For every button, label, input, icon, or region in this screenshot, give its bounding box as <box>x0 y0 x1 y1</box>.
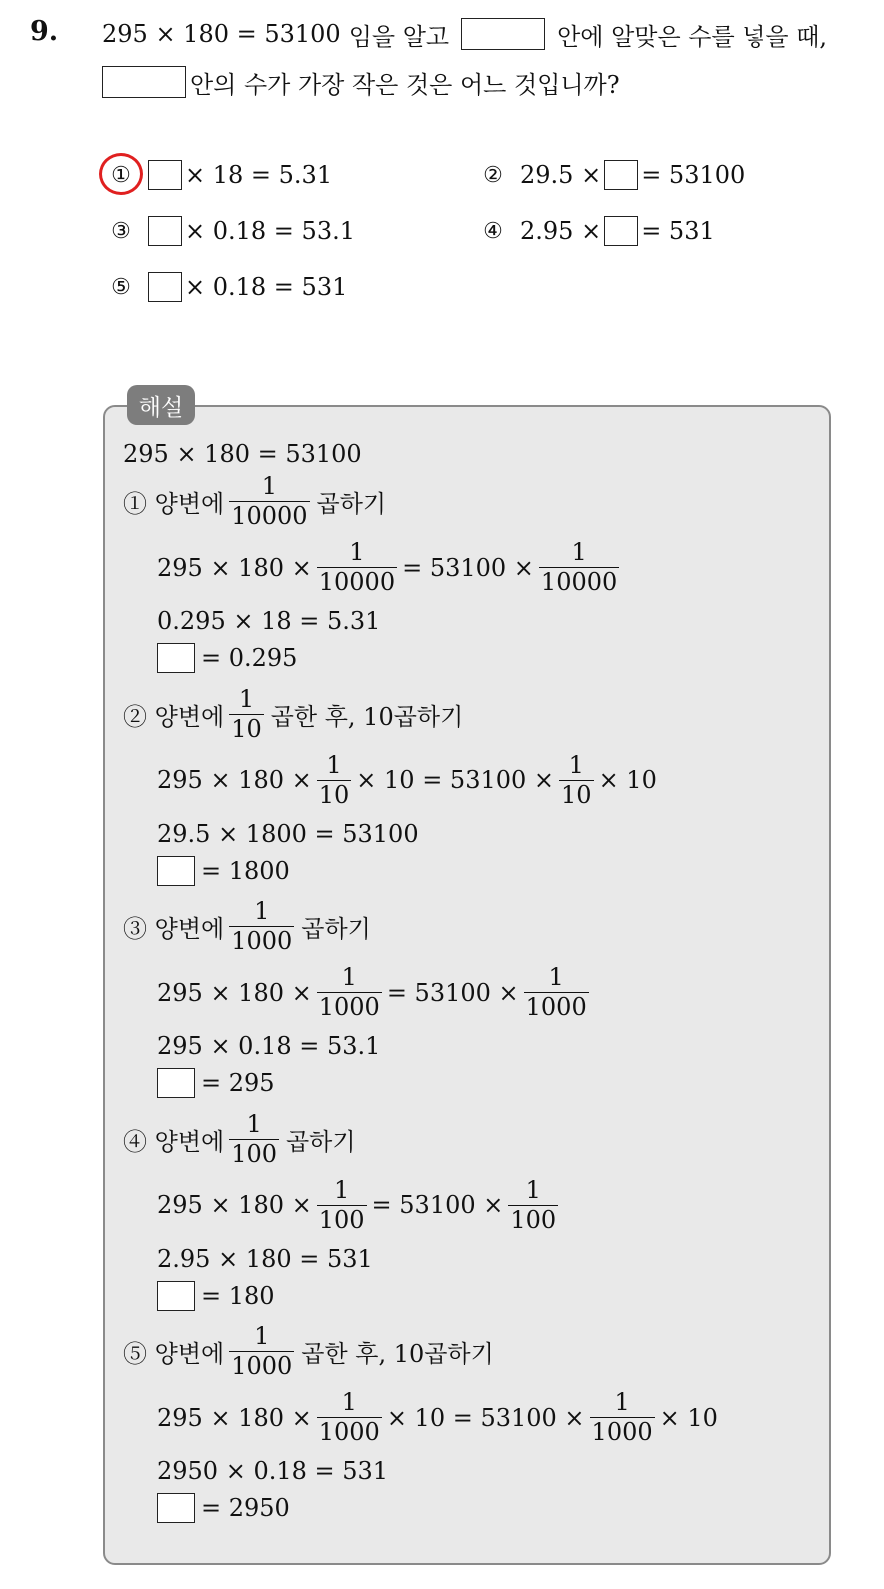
fraction-numerator: 1 <box>341 1388 357 1416</box>
answer-blank-box <box>148 160 182 190</box>
fraction <box>317 540 397 595</box>
choice-text: × 0.18 = 53.1 <box>185 217 355 245</box>
step-answer <box>157 1491 290 1525</box>
fraction <box>317 1175 367 1234</box>
step-equation <box>157 965 594 1020</box>
step-answer-value: = 0.295 <box>201 644 298 672</box>
answer-blank-box <box>148 216 182 246</box>
step-answer <box>157 641 297 675</box>
fraction-numerator: 1 <box>254 897 270 925</box>
step-answer <box>157 1279 275 1313</box>
answer-blank-box <box>148 272 182 302</box>
fraction <box>317 750 352 809</box>
step-heading-label: ⑤ 양변에 <box>123 1340 225 1369</box>
fraction-denominator: 1000 <box>525 993 587 1022</box>
choice-text: × 0.18 = 531 <box>185 273 348 301</box>
fraction-denominator: 10000 <box>540 568 618 597</box>
fraction-numerator: 1 <box>548 963 564 991</box>
choice-text-pre: 2.95 × <box>520 217 602 245</box>
fraction <box>524 965 589 1020</box>
choice-text: = 53100 <box>641 161 746 189</box>
step-answer <box>157 1066 275 1100</box>
fraction <box>229 899 294 954</box>
fraction-numerator: 1 <box>238 684 255 713</box>
equation-part: × 10 <box>659 1403 718 1432</box>
step-heading-suffix: 곱한 후, 10곱하기 <box>270 702 464 731</box>
choice-text-pre: 29.5 × <box>520 161 602 189</box>
question-text-end: 안에 알맞은 수를 넣을 때, <box>557 22 828 51</box>
step-heading-label: ① 양변에 <box>123 490 225 519</box>
fraction <box>229 1109 279 1168</box>
question-expression: 295 × 180 = 53100 <box>102 20 341 48</box>
step-equation <box>157 1390 718 1445</box>
fraction-denominator: 10 <box>561 780 592 809</box>
answer-blank-box <box>157 643 195 673</box>
step-heading-suffix: 곱한 후, 10곱하기 <box>301 1340 494 1369</box>
choice-3[interactable] <box>106 214 355 248</box>
step-answer-value: = 180 <box>201 1281 275 1310</box>
fraction-denominator: 1000 <box>318 993 380 1022</box>
fraction-numerator: 1 <box>614 1388 630 1416</box>
fraction-numerator: 1 <box>334 1175 350 1204</box>
step-answer-value: = 1800 <box>201 856 290 885</box>
equation-part: × 10 = 53100 × <box>386 1403 585 1432</box>
fraction-denominator: 10000 <box>231 502 308 531</box>
choice-5[interactable] <box>106 270 347 304</box>
fraction-numerator: 1 <box>349 538 365 566</box>
answer-blank-box <box>102 66 186 98</box>
question-number: 9. <box>30 16 59 47</box>
equation-part: × 10 = 53100 × <box>356 766 555 795</box>
fraction-numerator: 1 <box>246 1109 262 1138</box>
step-heading-label: ③ 양변에 <box>123 915 225 944</box>
choice-mark: ③ <box>111 218 131 244</box>
choice-mark: ④ <box>483 218 503 244</box>
fraction <box>229 684 264 743</box>
fraction-numerator: 1 <box>525 1175 541 1204</box>
step-heading-label: ② 양변에 <box>123 702 225 731</box>
choice-2[interactable] <box>478 158 745 192</box>
step-heading <box>123 684 464 743</box>
answer-blank-box <box>604 160 638 190</box>
step-heading <box>123 1324 494 1379</box>
choice-mark: ① <box>111 162 131 188</box>
fraction <box>317 965 382 1020</box>
fraction-denominator: 10 <box>318 780 350 809</box>
fraction <box>229 474 309 529</box>
answer-blank-box <box>604 216 638 246</box>
step-answer-value: = 2950 <box>201 1494 290 1522</box>
answer-blank-box <box>461 18 545 50</box>
fraction-denominator: 10000 <box>318 568 396 597</box>
step-heading <box>123 1109 356 1168</box>
fraction <box>559 750 594 809</box>
answer-blank-box <box>157 1068 195 1098</box>
choice-4[interactable] <box>478 214 715 248</box>
fraction <box>590 1390 655 1445</box>
fraction-denominator: 1000 <box>591 1418 653 1447</box>
equation-part: 295 × 180 × <box>157 978 312 1007</box>
fraction-denominator: 1000 <box>231 1352 293 1381</box>
step-heading <box>123 474 386 529</box>
fraction <box>508 1175 558 1234</box>
fraction-denominator: 10 <box>231 714 262 743</box>
fraction-numerator: 1 <box>254 1322 270 1350</box>
question-line-2 <box>102 64 620 100</box>
fraction-denominator: 1000 <box>231 927 293 956</box>
fraction-numerator: 1 <box>326 750 342 779</box>
answer-blank-box <box>157 856 195 886</box>
step-result: 0.295 × 18 = 5.31 <box>157 607 381 635</box>
step-heading-suffix: 곱하기 <box>286 1127 356 1156</box>
fraction-denominator: 100 <box>318 1205 365 1234</box>
equation-part: × 10 <box>598 766 657 795</box>
choice-1[interactable] <box>106 158 332 192</box>
step-result: 29.5 × 1800 = 53100 <box>157 819 419 848</box>
fraction <box>317 1390 382 1445</box>
step-result: 295 × 0.18 = 53.1 <box>157 1032 381 1060</box>
equation-part: = 53100 × <box>386 978 519 1007</box>
fraction <box>539 540 619 595</box>
step-heading-suffix: 곱하기 <box>301 915 371 944</box>
fraction-denominator: 100 <box>231 1139 277 1168</box>
step-heading <box>123 899 371 954</box>
choice-mark: ⑤ <box>111 274 131 300</box>
question-line-1 <box>102 16 827 52</box>
fraction-denominator: 100 <box>510 1205 557 1234</box>
step-result: 2950 × 0.18 = 531 <box>157 1457 389 1485</box>
step-equation <box>157 750 657 809</box>
equation-part: 295 × 180 × <box>157 1403 312 1432</box>
question-text-mid: 임을 알고 <box>348 22 450 51</box>
step-heading-label: ④ 양변에 <box>123 1127 225 1156</box>
solution-base-equation: 295 × 180 = 53100 <box>123 440 362 468</box>
question-text-line2: 안의 수가 가장 작은 것은 어느 것입니까? <box>190 70 620 99</box>
equation-part: 295 × 180 × <box>157 766 312 795</box>
solution-tag: 해설 <box>127 385 195 425</box>
step-equation <box>157 540 624 595</box>
fraction-numerator: 1 <box>568 750 584 779</box>
step-equation <box>157 1175 563 1234</box>
step-answer <box>157 854 290 888</box>
answer-blank-box <box>157 1493 195 1523</box>
answer-blank-box <box>157 1281 195 1311</box>
equation-part: 295 × 180 × <box>157 1191 312 1220</box>
equation-part: 295 × 180 × <box>157 553 312 582</box>
fraction-numerator: 1 <box>261 472 277 500</box>
choice-text: = 531 <box>641 217 715 245</box>
step-heading-suffix: 곱하기 <box>316 490 387 519</box>
fraction-numerator: 1 <box>571 538 587 566</box>
fraction-denominator: 1000 <box>318 1418 380 1447</box>
step-result: 2.95 × 180 = 531 <box>157 1244 373 1273</box>
fraction-numerator: 1 <box>341 963 357 991</box>
choice-mark: ② <box>483 162 503 188</box>
step-answer-value: = 295 <box>201 1069 275 1097</box>
equation-part: = 53100 × <box>402 553 534 582</box>
choice-text: × 18 = 5.31 <box>185 161 333 189</box>
equation-part: = 53100 × <box>371 1191 504 1220</box>
fraction <box>229 1324 294 1379</box>
